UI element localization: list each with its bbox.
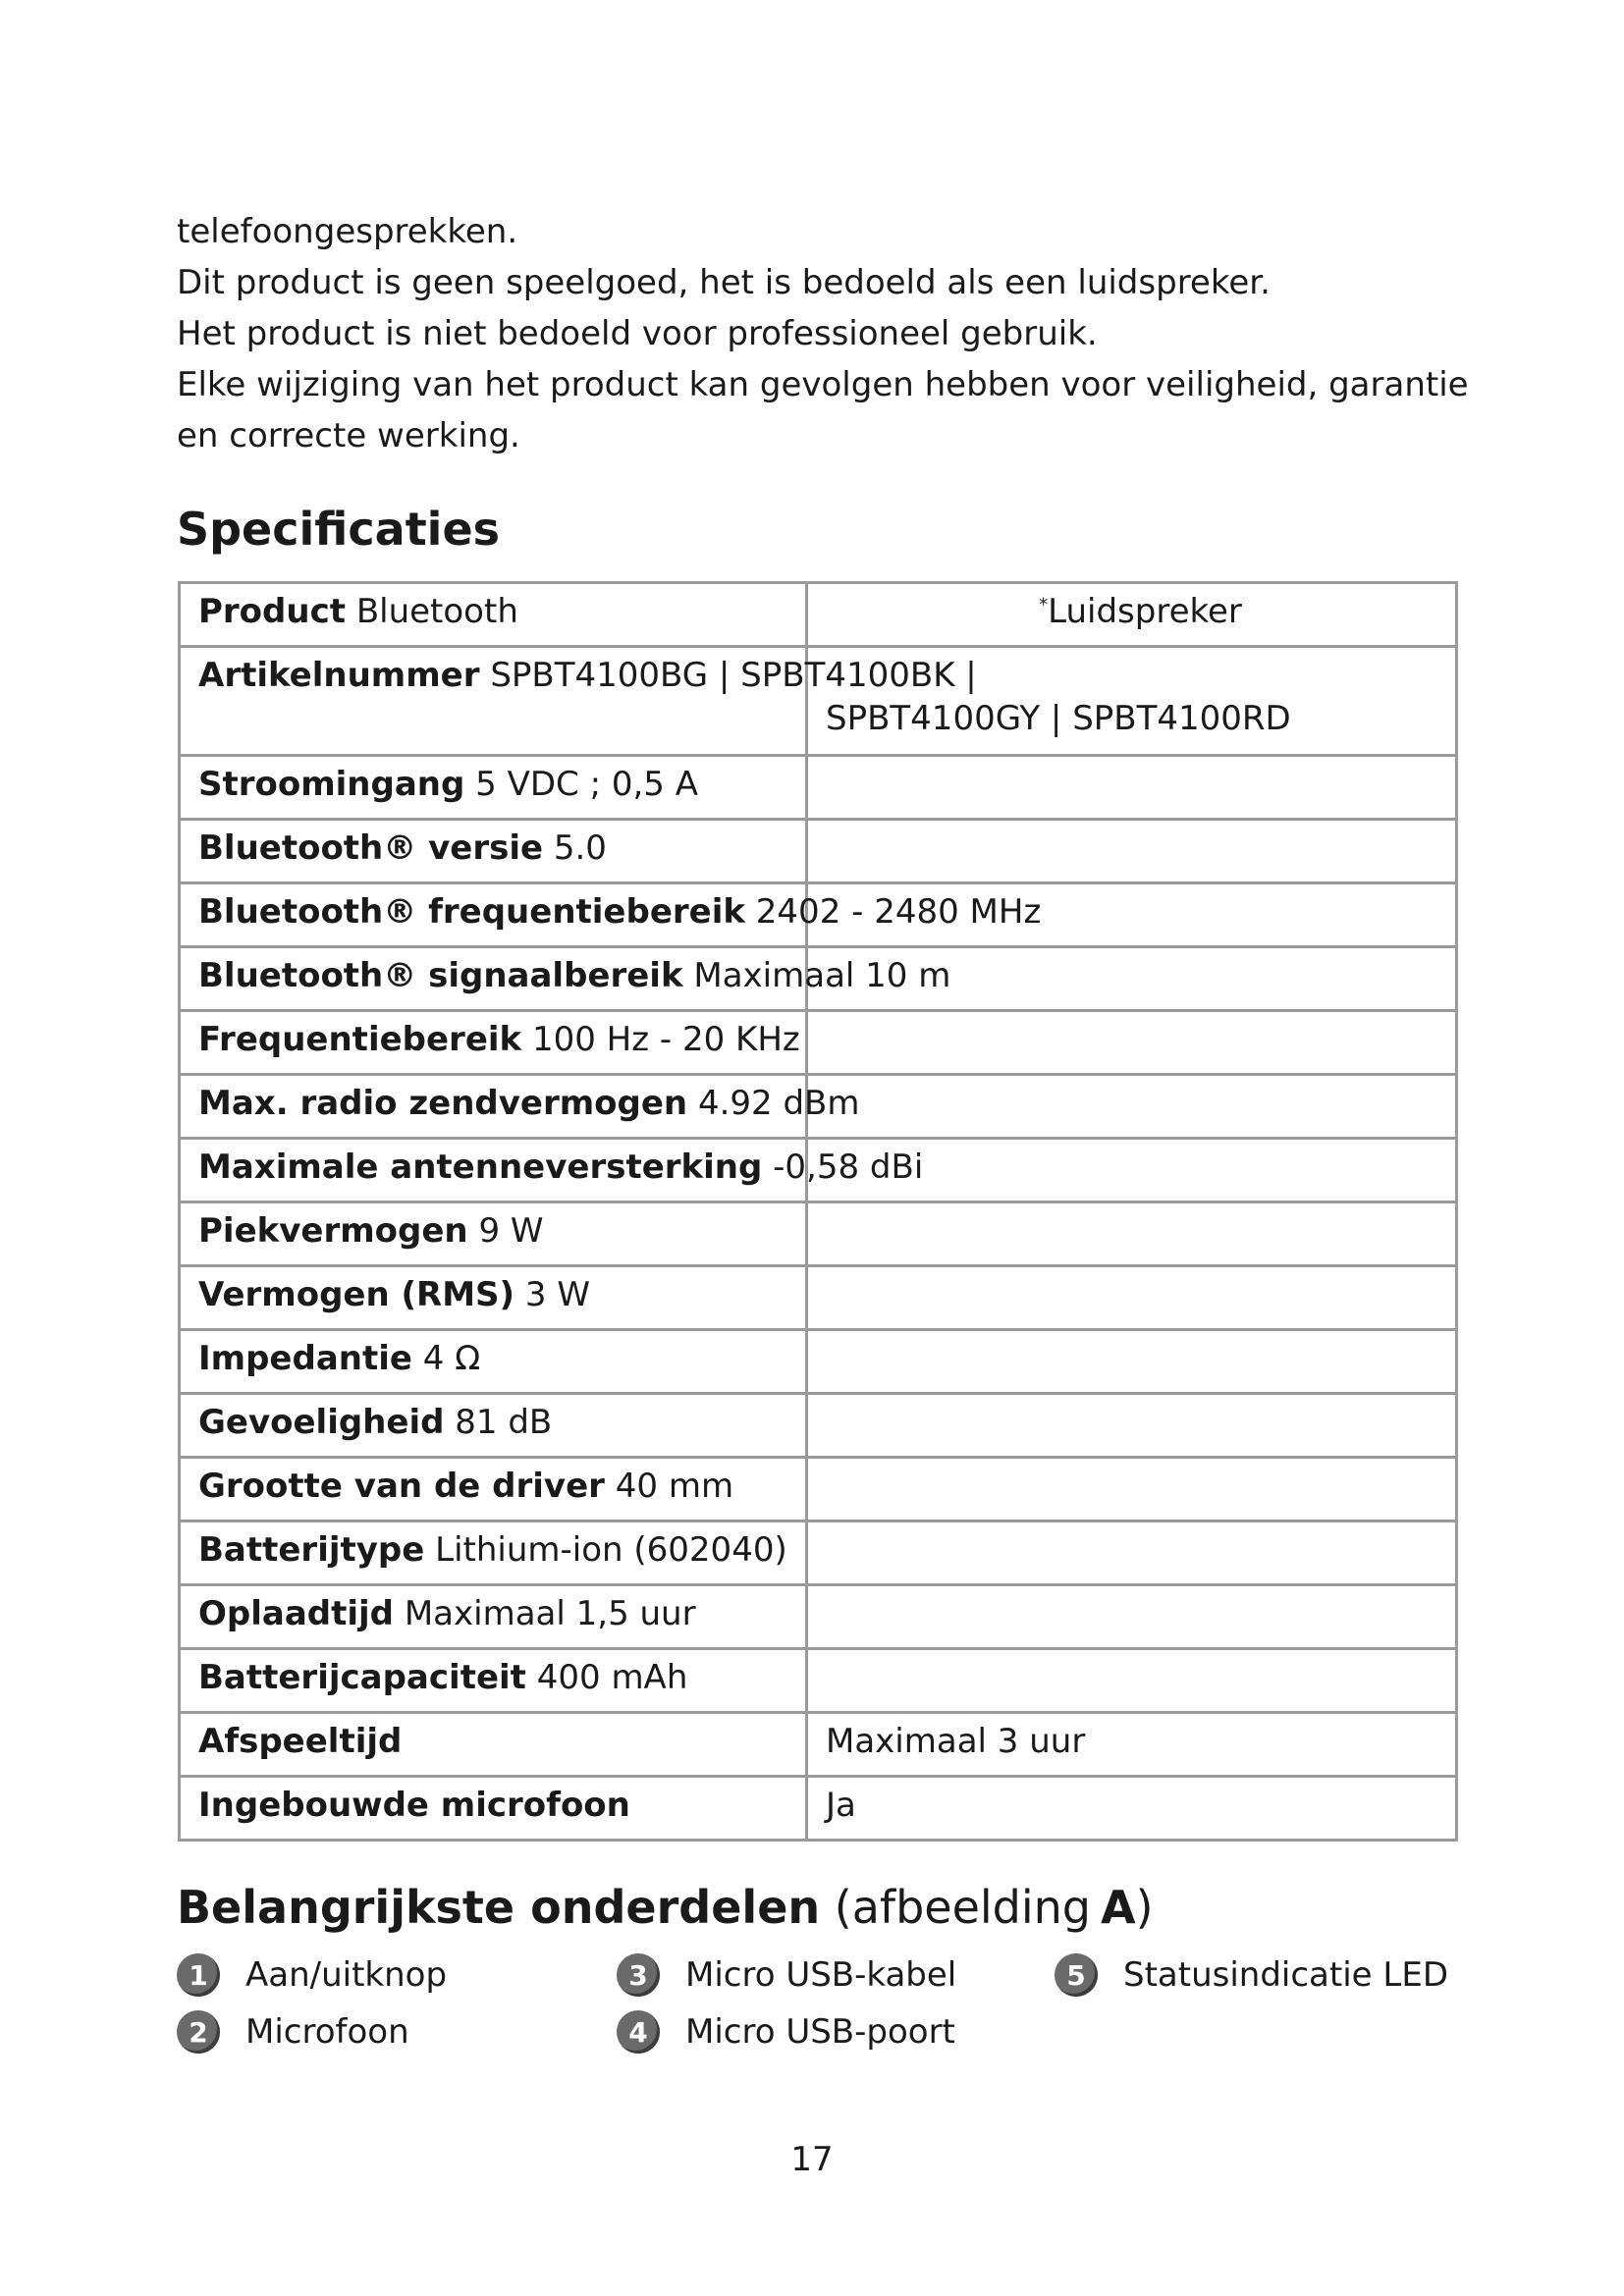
spec-label: Ingebouwde microfoon [198,1786,630,1825]
spec-value: 5.0 [553,828,607,868]
spec-row [181,1775,1455,1839]
intro-line: Dit product is geen speelgoed, het is bedoeld als een luidspreker. [177,263,1271,302]
spec-row [181,1583,1455,1647]
spec-value: 81 dB [455,1403,553,1442]
part-label: Aan/uitknop [245,1955,448,1995]
spec-value: 9 W [478,1211,544,1251]
spec-value: 4 Ω [422,1339,481,1378]
spec-row [181,1137,1455,1201]
number-badge-icon: 3 [617,1953,660,1997]
part-item [1055,1953,1448,1997]
spec-value: Maximaal 10 m [693,956,951,995]
spec-row [181,1264,1455,1328]
spec-value: 40 mm [615,1467,734,1506]
main-parts-heading [177,1881,1154,1934]
spec-value: Maximaal 1,5 uur [404,1594,696,1633]
spec-row [181,1711,1455,1775]
spec-value-secondary: Maximaal 3 uur [826,1722,1086,1761]
spec-value-secondary: Luidspreker [1048,592,1242,631]
spec-label: Impedantie [198,1339,412,1378]
main-parts-title-bold: Belangrijkste onderdelen [177,1881,821,1934]
spec-label: Frequentiebereik [198,1020,522,1059]
spec-value-secondary: Ja [826,1786,856,1825]
spec-value: 400 mAh [536,1658,688,1697]
part-item [617,1953,956,1997]
spec-label: Piekvermogen [198,1211,468,1251]
spec-row [181,1520,1455,1583]
spec-row [181,1009,1455,1073]
spec-label: Gevoeligheid [198,1403,445,1442]
parts-legend [177,1953,1473,2081]
spec-value: 5 VDC ; 0,5 A [475,765,698,804]
part-item [177,2010,409,2054]
main-parts-title-close: ) [1135,1881,1154,1934]
spec-label: Batterijcapaciteit [198,1658,526,1697]
spec-value: 2402 - 2480 MHz [755,892,1042,932]
number-badge-icon: 4 [617,2010,660,2054]
spec-value-secondary: SPBT4100GY | SPBT4100RD [826,699,1291,738]
part-label: Microfoon [245,2012,409,2052]
spec-row [181,818,1455,881]
spec-row [181,945,1455,1009]
spec-label: Artikelnummer [198,656,480,695]
spec-row [181,1456,1455,1520]
spec-label: Stroomingang [198,765,465,804]
number-badge-icon: 1 [177,1953,220,1997]
specifications-table [178,581,1458,1842]
part-item [617,2010,955,2054]
intro-line: Elke wijziging van het product kan gevolgen hebben voor veiligheid, garantie en correcte werking. [177,365,1469,455]
spec-label: Maximale antenneversterking [198,1148,763,1187]
intro-line: telefoongesprekken. [177,212,518,251]
number-badge-icon: 5 [1055,1953,1098,1997]
spec-label: Product [198,592,346,631]
spec-label: Vermogen (RMS) [198,1275,515,1314]
part-label: Micro USB-kabel [685,1955,957,1995]
spec-label: Batterijtype [198,1530,425,1570]
number-badge-icon: 2 [177,2010,220,2054]
spec-row [181,881,1455,945]
footnote-mark: * [1039,594,1049,615]
spec-label: Grootte van de driver [198,1467,605,1506]
specifications-heading: Specificaties [177,503,501,556]
page-number: 17 [790,2140,834,2179]
part-label: Micro USB-poort [685,2012,955,2052]
part-label: Statusindicatie LED [1123,1955,1449,1995]
spec-value: Bluetooth [355,592,518,631]
spec-label: Afspeeltijd [198,1722,403,1761]
spec-row [181,1328,1455,1392]
intro-text [177,206,1473,461]
spec-row [181,1392,1455,1456]
spec-row-product [181,584,1455,645]
spec-value: 3 W [524,1275,590,1314]
spec-value: Lithium-ion (602040) [435,1530,787,1570]
spec-row [181,1073,1455,1137]
spec-value: -0,58 dBi [773,1148,924,1187]
main-parts-title-rest: (afbeelding [834,1881,1092,1934]
spec-label: Bluetooth® versie [198,828,544,868]
spec-label: Bluetooth® frequentiebereik [198,892,745,932]
spec-label: Oplaadtijd [198,1594,395,1633]
intro-line: Het product is niet bedoeld voor professioneel gebruik. [177,314,1098,353]
figure-letter: A [1101,1881,1136,1934]
spec-row [181,1647,1455,1711]
spec-label: Max. radio zendvermogen [198,1084,688,1123]
spec-label: Bluetooth® signaalbereik [198,956,683,995]
spec-value: 4.92 dBm [697,1084,860,1123]
spec-row [181,754,1455,818]
spec-row [181,1201,1455,1264]
spec-value: SPBT4100BG | SPBT4100BK | [490,656,977,695]
spec-row-article-number [181,645,1455,754]
part-item [177,1953,447,1997]
spec-value: 100 Hz - 20 KHz [531,1020,800,1059]
